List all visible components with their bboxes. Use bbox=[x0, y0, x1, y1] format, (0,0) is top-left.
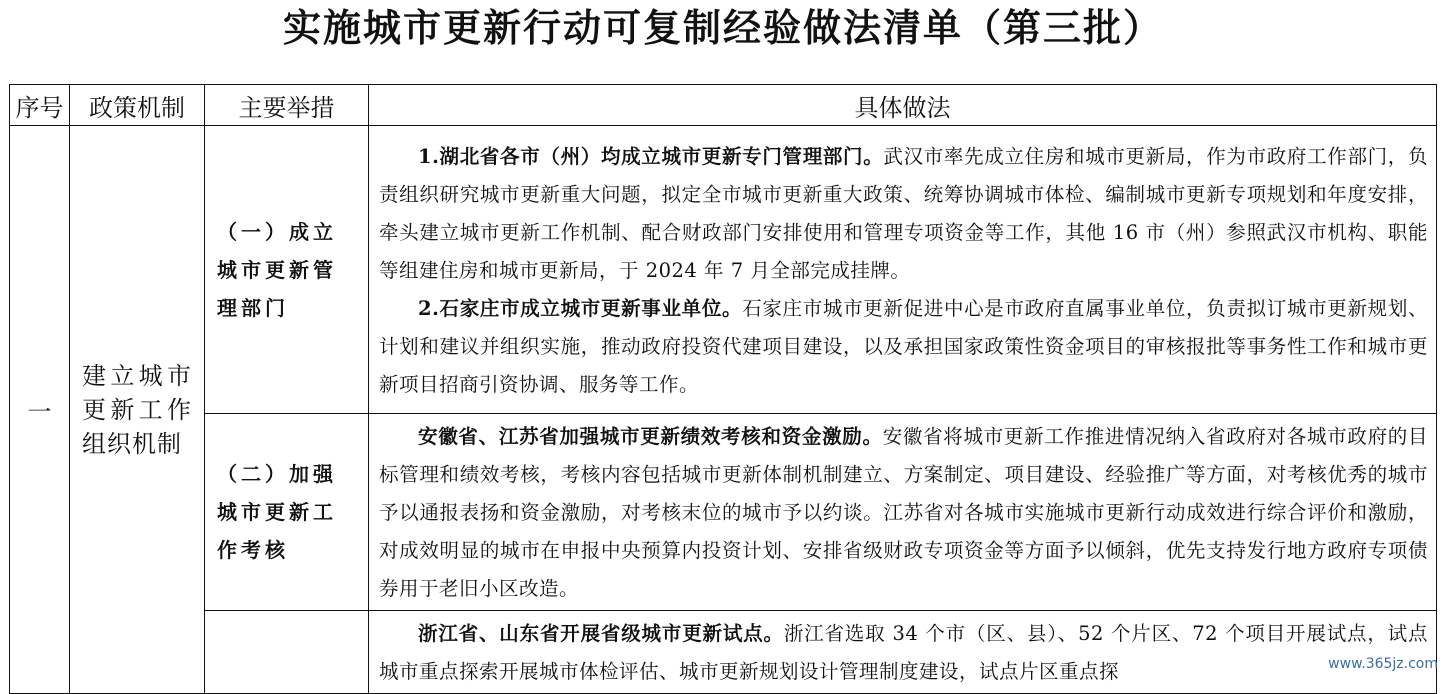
detail-heading: 安徽省、江苏省加强城市更新绩效考核和资金激励。 bbox=[418, 425, 883, 448]
table-row bbox=[10, 126, 1437, 414]
detail-paragraph bbox=[379, 615, 1428, 691]
watermark: www.365jz.com bbox=[1328, 656, 1438, 672]
group-number: 一 bbox=[10, 126, 70, 694]
detail-text: 石家庄市城市更新促进中心是市政府直属事业单位，负责拟订城市更新规划、计划和建议并组织实施，推动政府投资代建项目建设，以及承担国家政策性资金项目的审核报批等事务性工作和城市更新项目招商引资协调、服务等工作。 bbox=[379, 296, 1428, 396]
detail-text: 浙江省选取 34 个市（区、县）、52 个片区、72 个项目开展试点，试点城市重点探索开展城市体检评估、城市更新规划设计管理制度建设，试点片区重点探 bbox=[379, 622, 1428, 683]
detail-paragraph bbox=[379, 138, 1428, 290]
header-detail: 具体做法 bbox=[369, 85, 1437, 126]
detail-cell bbox=[369, 414, 1437, 611]
group-mechanism: 建立城市更新工作组织机制 bbox=[70, 126, 205, 694]
detail-cell bbox=[369, 126, 1437, 414]
measure-cell: （二）加强城市更新工作考核 bbox=[205, 414, 369, 611]
detail-heading: 1.湖北省各市（州）均成立城市更新专门管理部门。 bbox=[418, 144, 884, 168]
detail-paragraph bbox=[379, 290, 1428, 404]
policy-table bbox=[9, 84, 1437, 694]
page-title: 实施城市更新行动可复制经验做法清单（第三批） bbox=[282, 6, 1163, 50]
measure-cell: （一）成立城市更新管理部门 bbox=[205, 126, 369, 414]
detail-paragraph bbox=[379, 418, 1428, 608]
table-row bbox=[10, 611, 1437, 694]
header-no: 序号 bbox=[10, 85, 70, 126]
detail-heading: 浙江省、山东省开展省级城市更新试点。 bbox=[418, 622, 784, 645]
measure-cell bbox=[205, 611, 369, 694]
table-row bbox=[10, 414, 1437, 611]
header-measure: 主要举措 bbox=[205, 85, 369, 126]
header-mechanism: 政策机制 bbox=[70, 85, 205, 126]
table-header-row bbox=[10, 85, 1437, 126]
detail-text: 安徽省将城市更新工作推进情况纳入省政府对各城市政府的目标管理和绩效考核，考核内容包括城市更新体制机制建立、方案制定、项目建设、经验推广等方面，对考核优秀的城市予以通报表扬和资金激励，对考核末位的城市予以约谈。江苏省对各城市实施城市更新行动成效进行综合评价和激励，对成效明显的城市在申报中央预算内投资计划、安排省级财政专项资金等方面予以倾斜，优先支持发行地方政府专项债券用于老旧小区改造。 bbox=[379, 425, 1428, 600]
detail-cell bbox=[369, 611, 1437, 694]
detail-heading: 2.石家庄市成立城市更新事业单位。 bbox=[418, 296, 743, 320]
detail-text: 武汉市率先成立住房和城市更新局，作为市政府工作部门，负责组织研究城市更新重大问题，拟定全市城市更新重大政策、统筹协调城市体检、编制城市更新专项规划和年度安排，牵头建立城市更新工作机制、配合财政部门安排使用和管理专项资金等工作，其他 16 市（州）参照武汉市机构、职能等组建住房和城市更新局，于 2024 年 7 月全部完成挂牌。 bbox=[379, 144, 1428, 282]
